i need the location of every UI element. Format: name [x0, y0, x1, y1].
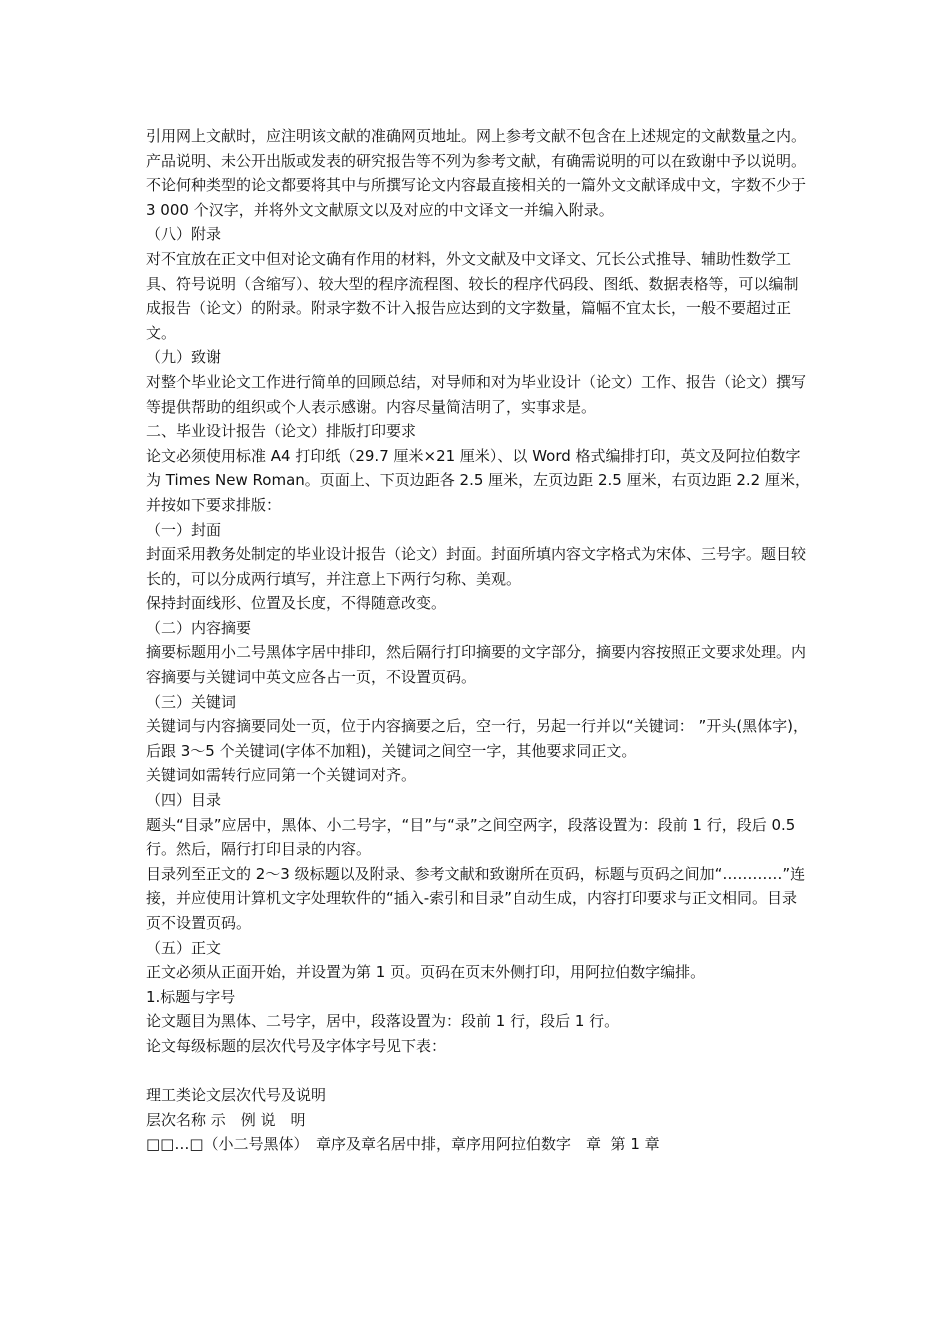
paragraph-web-reference: 引用网上文献时，应注明该文献的准确网页地址。网上参考文献不包含在上述规定的文献数量之内。: [146, 127, 807, 145]
heading-keywords: （三）关键词: [146, 692, 237, 711]
heading-abstract: （二）内容摘要: [146, 618, 252, 637]
table-header: 层次名称 示 例 说 明: [146, 1110, 306, 1129]
heading-layout-requirements: 二、毕业设计报告（论文）排版打印要求: [146, 422, 417, 441]
paragraph-cover: 封面采用教务处制定的毕业设计报告（论文）封面。封面所填内容文字格式为宋体、三号字。题目较长的，可以分成两行填写，并注意上下两行匀称、美观。: [146, 545, 807, 588]
table-caption: 理工类论文层次代号及说明: [146, 1086, 327, 1105]
paragraph-keywords: 关键词与内容摘要同处一页，位于内容摘要之后，空一行，另起一行并以“关键词： ”开头(黑体字)，后跟 3～5 个关键词(字体不加粗)，关键词之间空一字，其他要求同正文。: [146, 717, 809, 760]
heading-body: （五）正文: [146, 938, 222, 957]
paragraph-abstract: 摘要标题用小二号黑体字居中排印，然后隔行打印摘要的文字部分，摘要内容按照正文要求处理。内容摘要与关键词中英文应各占一页，不设置页码。: [146, 643, 807, 687]
table-row: □□…□（小二号黑体） 章序及章名居中排，章序用阿拉伯数字 章 第 1 章: [146, 1135, 660, 1154]
paragraph-appendix: 对不宜放在正文中但对论文确有作用的材料，外文文献及中文译文、冗长公式推导、辅助性数学工具、符号说明（含缩写）、较大型的程序流程图、较长的程序代码段、图纸、数据表格等，可以编制成报告（论文）的附录。附录字数不计入报告应达到的文字数量，篇幅不宜太长，一般不要超过正文。: [146, 249, 799, 342]
paragraph-toc-title: 题头“目录”应居中，黑体、小二号字，“目”与“录”之间空两字，段落设置为：段前 1 行，段后 0.5 行。然后，隔行打印目录的内容。: [146, 815, 796, 859]
paragraph-foreign-translation: 不论何种类型的论文都要将其中与所撰写论文内容最直接相关的一篇外文文献译成中文，字数不少于 3 000 个汉字，并将外文文献原文以及对应的中文译文一并编入附录。: [146, 176, 807, 219]
paragraph-product-manual: 产品说明、未公开出版或发表的研究报告等不列为参考文献，有确需说明的可以在致谢中予以说明。: [146, 151, 807, 170]
paragraph-body-start: 正文必须从正面开始，并设置为第 1 页。页码在页末外侧打印，用阿拉伯数字编排。: [146, 963, 706, 982]
paragraph-paper-format: 论文必须使用标准 A4 打印纸（29.7 厘米×21 厘米）、以 Word 格式编排打印，英文及阿拉伯数字为 Times New Roman。页面上、下页边距各 2.5 厘米，左页边距 2.5 厘米，右页边距 2.2 厘米，并按如下要求排版：: [146, 446, 810, 514]
paragraph-level-table-intro: 论文每级标题的层次代号及字体字号见下表：: [146, 1036, 447, 1055]
paragraph-title-font: 论文题目为黑体、二号字，居中，段落设置为：段前 1 行，段后 1 行。: [146, 1012, 620, 1031]
paragraph-toc-content: 目录列至正文的 2～3 级标题以及附录、参考文献和致谢所在页码，标题与页码之间加“…………”连接，并应使用计算机文字处理软件的“插入-索引和目录”自动生成，内容打印要求与正文相同。目录页不设置页码。: [146, 864, 806, 932]
heading-cover: （一）封面: [146, 520, 222, 539]
heading-appendix: （八）附录: [146, 225, 222, 244]
heading-acknowledgement: （九）致谢: [146, 348, 222, 367]
paragraph-acknowledgement: 对整个毕业论文工作进行简单的回顾总结，对导师和对为毕业设计（论文）工作、报告（论文）撰写等提供帮助的组织或个人表示感谢。内容尽量简洁明了，实事求是。: [146, 372, 807, 416]
blank-line: [146, 1059, 810, 1084]
document-page: [146, 124, 810, 1157]
paragraph-keywords-wrap: 关键词如需转行应同第一个关键词对齐。: [146, 766, 417, 785]
heading-toc: （四）目录: [146, 791, 222, 810]
paragraph-cover-keep: 保持封面线形、位置及长度，不得随意改变。: [146, 594, 447, 613]
heading-title-font: 1.标题与字号: [146, 987, 236, 1006]
